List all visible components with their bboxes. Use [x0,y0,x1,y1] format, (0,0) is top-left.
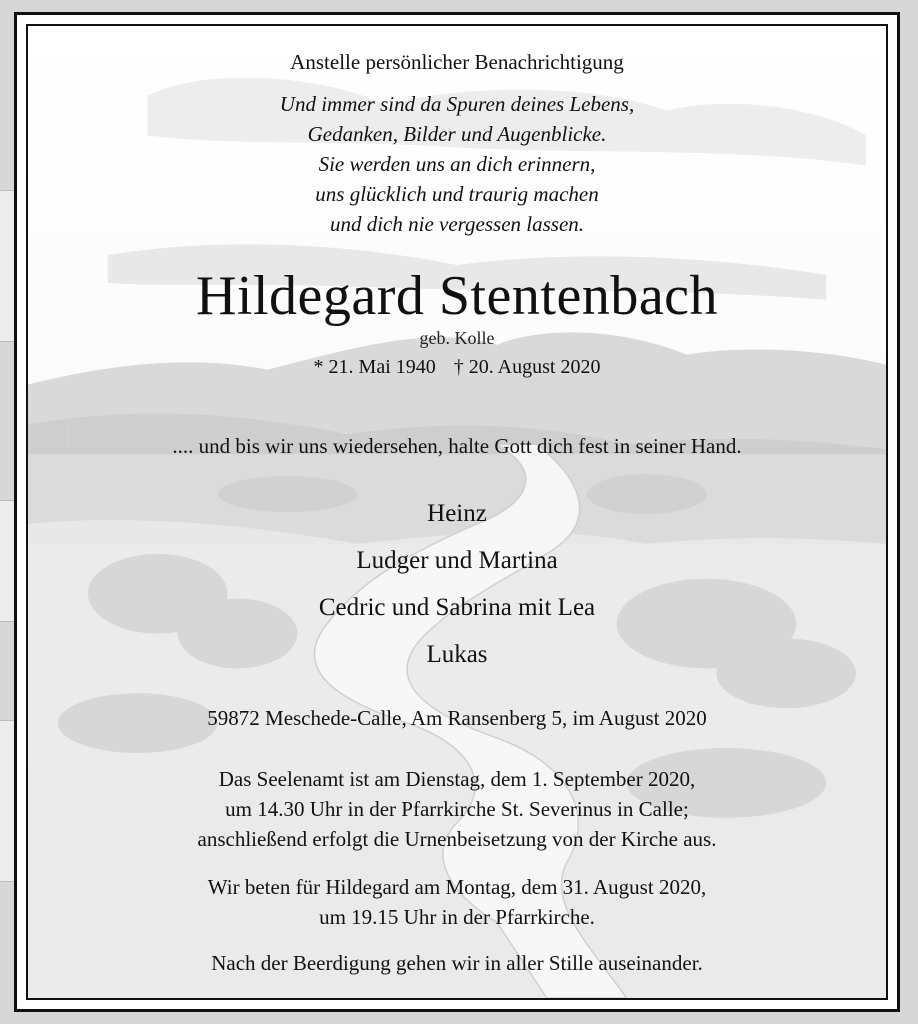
death-date: † 20. August 2020 [453,356,601,378]
prayer-info-line: um 19.15 Uhr in der Pfarrkirche. [319,905,595,929]
deceased-name: Hildegard Stentenbach [195,265,719,327]
maiden-name: geb. Kolle [419,328,495,348]
life-dates [28,356,886,379]
service-info-line: anschließend erfolgt die Urnenbeisetzung von der Kirche aus. [197,827,717,851]
family-member: Heinz [427,500,487,527]
prayer-info-line: Wir beten für Hildegard am Montag, dem 31. August 2020, [207,875,707,899]
obituary-inner-border [26,24,888,1000]
family-member: Ludger und Martina [356,547,558,574]
verse-line: und dich nie vergessen lassen. [329,212,585,236]
verse-line: Sie werden uns an dich erinnern, [318,152,596,176]
obituary-frame [14,12,900,1012]
closing-text: Nach der Beerdigung gehen wir in aller Stille auseinander. [211,951,703,975]
verse-line: uns glücklich und traurig machen [315,182,599,206]
family-member: Lukas [426,641,488,668]
intro-text: Anstelle persönlicher Benachrichtigung [290,50,624,74]
family-member: Cedric und Sabrina mit Lea [318,594,596,621]
service-info-line: um 14.30 Uhr in der Pfarrkirche St. Severinus in Calle; [225,797,689,821]
service-info-line: Das Seelenamt ist am Dienstag, dem 1. September 2020, [218,767,696,791]
verse-line: Gedanken, Bilder und Augenblicke. [307,122,607,146]
verse-line: Und immer sind da Spuren deines Lebens, [279,92,635,116]
birth-date: * 21. Mai 1940 [313,356,436,378]
farewell-quote: .... und bis wir uns wiedersehen, halte Gott dich fest in seiner Hand. [172,434,742,458]
address-line: 59872 Meschede-Calle, Am Ransenberg 5, im August 2020 [207,706,707,730]
obituary-content [28,26,886,998]
